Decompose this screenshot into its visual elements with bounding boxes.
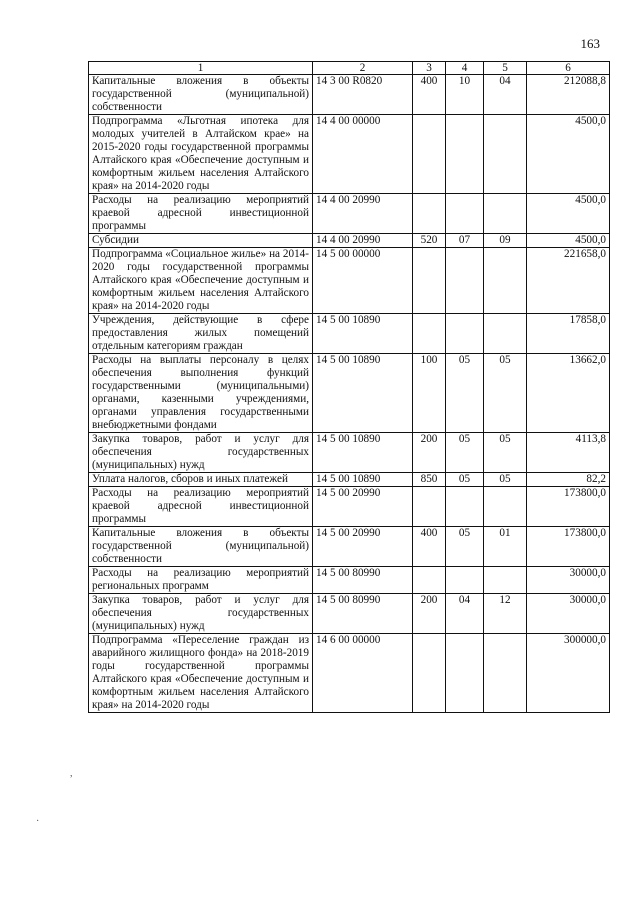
table-row [89, 115, 610, 194]
cell-name: Субсидии [89, 234, 313, 248]
table-row [89, 248, 610, 314]
cell-code: 14 5 00 10890 [313, 354, 413, 433]
cell-vr: 200 [413, 433, 446, 473]
table-row [89, 234, 610, 248]
cell-amount: 30000,0 [527, 594, 610, 634]
table-row [89, 433, 610, 473]
table-row [89, 527, 610, 567]
cell-rz [446, 248, 484, 314]
cell-code: 14 3 00 R0820 [313, 75, 413, 115]
cell-code: 14 4 00 00000 [313, 115, 413, 194]
scan-speck: , [70, 768, 73, 779]
cell-name: Капитальные вложения в объекты государственной (муниципальной) собственности [89, 75, 313, 115]
cell-rz: 10 [446, 75, 484, 115]
cell-name: Закупка товаров, работ и услуг для обеспечения государственных (муниципальных) нужд [89, 433, 313, 473]
cell-amount: 4500,0 [527, 234, 610, 248]
cell-vr: 850 [413, 473, 446, 487]
cell-rz [446, 115, 484, 194]
cell-code: 14 5 00 10890 [313, 433, 413, 473]
cell-pr: 05 [484, 473, 527, 487]
cell-rz: 04 [446, 594, 484, 634]
table-row [89, 314, 610, 354]
cell-amount: 4113,8 [527, 433, 610, 473]
cell-code: 14 5 00 80990 [313, 594, 413, 634]
cell-code: 14 5 00 10890 [313, 314, 413, 354]
cell-vr: 400 [413, 75, 446, 115]
cell-amount: 4500,0 [527, 194, 610, 234]
cell-vr [413, 314, 446, 354]
cell-name: Расходы на реализацию мероприятий краевой адресной инвестиционной программы [89, 194, 313, 234]
cell-rz [446, 314, 484, 354]
cell-rz [446, 567, 484, 594]
table-row [89, 487, 610, 527]
cell-rz: 05 [446, 527, 484, 567]
cell-amount: 82,2 [527, 473, 610, 487]
cell-amount: 300000,0 [527, 634, 610, 713]
column-number-row [89, 62, 610, 75]
cell-vr [413, 567, 446, 594]
cell-code: 14 5 00 10890 [313, 473, 413, 487]
cell-pr: 05 [484, 433, 527, 473]
cell-name: Подпрограмма «Социальное жилье» на 2014-2020 годы государственной программы Алтайского края «Обеспечение доступным и комфортным жильем населения Алтайского края» на 2014-2020 годы [89, 248, 313, 314]
cell-rz: 05 [446, 354, 484, 433]
cell-name: Уплата налогов, сборов и иных платежей [89, 473, 313, 487]
cell-pr [484, 194, 527, 234]
column-header: 3 [413, 62, 446, 75]
scan-speck: · [36, 816, 40, 827]
table-row [89, 594, 610, 634]
column-header: 1 [89, 62, 313, 75]
cell-vr: 100 [413, 354, 446, 433]
cell-pr: 04 [484, 75, 527, 115]
column-header: 6 [527, 62, 610, 75]
cell-pr: 12 [484, 594, 527, 634]
cell-pr: 09 [484, 234, 527, 248]
page-number: 163 [580, 36, 600, 51]
cell-amount: 17858,0 [527, 314, 610, 354]
table-row [89, 634, 610, 713]
cell-pr [484, 567, 527, 594]
cell-name: Закупка товаров, работ и услуг для обеспечения государственных (муниципальных) нужд [89, 594, 313, 634]
cell-rz [446, 634, 484, 713]
cell-name: Расходы на выплаты персоналу в целях обеспечения выполнения функций государственными (муниципальными) органами, казенными учреждениями, органами управления государственными внебюджетными фондами [89, 354, 313, 433]
cell-code: 14 4 00 20990 [313, 194, 413, 234]
cell-code: 14 5 00 80990 [313, 567, 413, 594]
cell-vr [413, 634, 446, 713]
cell-vr [413, 115, 446, 194]
cell-amount: 212088,8 [527, 75, 610, 115]
cell-name: Расходы на реализацию мероприятий краевой адресной инвестиционной программы [89, 487, 313, 527]
cell-pr [484, 314, 527, 354]
cell-code: 14 5 00 20990 [313, 527, 413, 567]
cell-pr [484, 115, 527, 194]
cell-rz [446, 194, 484, 234]
cell-vr: 520 [413, 234, 446, 248]
cell-rz: 05 [446, 433, 484, 473]
cell-code: 14 6 00 00000 [313, 634, 413, 713]
cell-code: 14 5 00 20990 [313, 487, 413, 527]
column-header: 2 [313, 62, 413, 75]
table-row [89, 75, 610, 115]
column-header: 4 [446, 62, 484, 75]
cell-name: Расходы на реализацию мероприятий региональных программ [89, 567, 313, 594]
table-row [89, 194, 610, 234]
cell-name: Подпрограмма «Льготная ипотека для молодых учителей в Алтайском крае» на 2015-2020 годы государственной программы Алтайского края «Обеспечение доступным и комфортным жильем населения Алтайского края» на 2014-2020 годы [89, 115, 313, 194]
cell-vr: 200 [413, 594, 446, 634]
cell-amount: 30000,0 [527, 567, 610, 594]
cell-amount: 221658,0 [527, 248, 610, 314]
table-row [89, 567, 610, 594]
cell-pr: 05 [484, 354, 527, 433]
cell-name: Учреждения, действующие в сфере предоставления жилых помещений отдельным категориям граждан [89, 314, 313, 354]
cell-amount: 4500,0 [527, 115, 610, 194]
cell-amount: 173800,0 [527, 527, 610, 567]
cell-vr [413, 487, 446, 527]
cell-rz: 05 [446, 473, 484, 487]
cell-pr [484, 634, 527, 713]
cell-rz: 07 [446, 234, 484, 248]
table-row [89, 354, 610, 433]
cell-vr: 400 [413, 527, 446, 567]
cell-pr [484, 487, 527, 527]
table-row [89, 473, 610, 487]
cell-code: 14 4 00 20990 [313, 234, 413, 248]
budget-table [88, 61, 610, 713]
cell-amount: 13662,0 [527, 354, 610, 433]
cell-name: Капитальные вложения в объекты государственной (муниципальной) собственности [89, 527, 313, 567]
cell-pr: 01 [484, 527, 527, 567]
cell-vr [413, 194, 446, 234]
cell-amount: 173800,0 [527, 487, 610, 527]
cell-vr [413, 248, 446, 314]
cell-rz [446, 487, 484, 527]
cell-code: 14 5 00 00000 [313, 248, 413, 314]
cell-name: Подпрограмма «Переселение граждан из аварийного жилищного фонда» на 2018-2019 годы государственной программы Алтайского края «Обеспечение доступным и комфортным жильем населения Алтайского края» на 2014-2020 годы [89, 634, 313, 713]
cell-pr [484, 248, 527, 314]
column-header: 5 [484, 62, 527, 75]
